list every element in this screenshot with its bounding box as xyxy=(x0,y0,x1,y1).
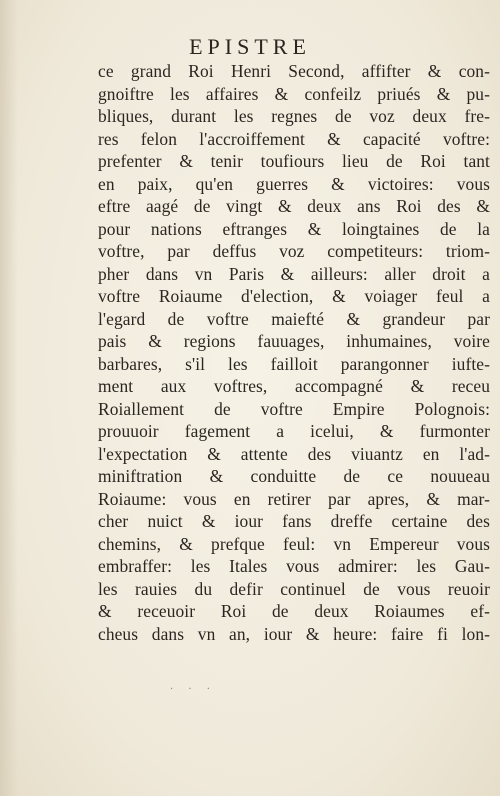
text-line: voftre, par deffus voz competiteurs: triom- xyxy=(98,241,490,261)
text-line: eftre aagé de vingt & deux ans Roi des & xyxy=(98,196,490,216)
text-line: pher dans vn Paris & ailleurs: aller droit a xyxy=(98,263,490,284)
text-line: les rauies du defir continuel de vous reuoir xyxy=(98,578,490,599)
text-line: ce grand Roi Henri Second, affifter & con- xyxy=(98,61,490,81)
text-line: barbares, s'il les failloit parangonner iufte- xyxy=(98,353,490,374)
text-line: bliques, durant les regnes de voz deux fre- xyxy=(98,106,490,126)
text-line: l'egard de voftre maiefté & grandeur par xyxy=(98,308,490,329)
text-line: pour nations eftranges & loingtaines de la xyxy=(98,218,490,239)
text-line: voftre Roiaume d'election, & voiager feul a xyxy=(98,286,490,306)
text-line: prefenter & tenir toufiours lieu de Roi tant xyxy=(98,151,490,171)
text-line: gnoiftre les affaires & confeilz priués & pu- xyxy=(98,83,490,104)
text-line: chemins, & prefque feul: vn Empereur vous xyxy=(98,533,490,554)
text-line: cheus dans vn an, iour & heure: faire fi lon- xyxy=(98,623,490,644)
text-line: & receuoir Roi de deux Roiaumes ef- xyxy=(98,601,490,621)
bleed-through-mark: · · · xyxy=(170,684,216,695)
text-line: cher nuict & iour fans dreffe certaine des xyxy=(98,511,490,531)
running-title: EPISTRE xyxy=(189,34,311,59)
text-line: prouuoir fagement a icelui, & furmonter xyxy=(98,421,490,441)
text-line: ment aux voftres, accompagné & receu xyxy=(98,376,490,396)
text-line: l'expectation & attente des viuantz en l'ad- xyxy=(98,443,490,464)
text-line: pais & regions fauuages, inhumaines, voire xyxy=(98,331,490,351)
text-line: Roiaume: vous en retirer par apres, & mar- xyxy=(98,488,490,509)
text-line: miniftration & conduitte de ce nouueau xyxy=(98,466,490,486)
body-text xyxy=(98,60,490,645)
text-line: embraffer: les Itales vous admirer: les Gau- xyxy=(98,556,490,576)
text-line: en paix, qu'en guerres & victoires: vous xyxy=(98,173,490,194)
text-line: Roiallement de voftre Empire Polognois: xyxy=(98,398,490,419)
text-line: res felon l'accroiffement & capacité voftre: xyxy=(98,128,490,149)
